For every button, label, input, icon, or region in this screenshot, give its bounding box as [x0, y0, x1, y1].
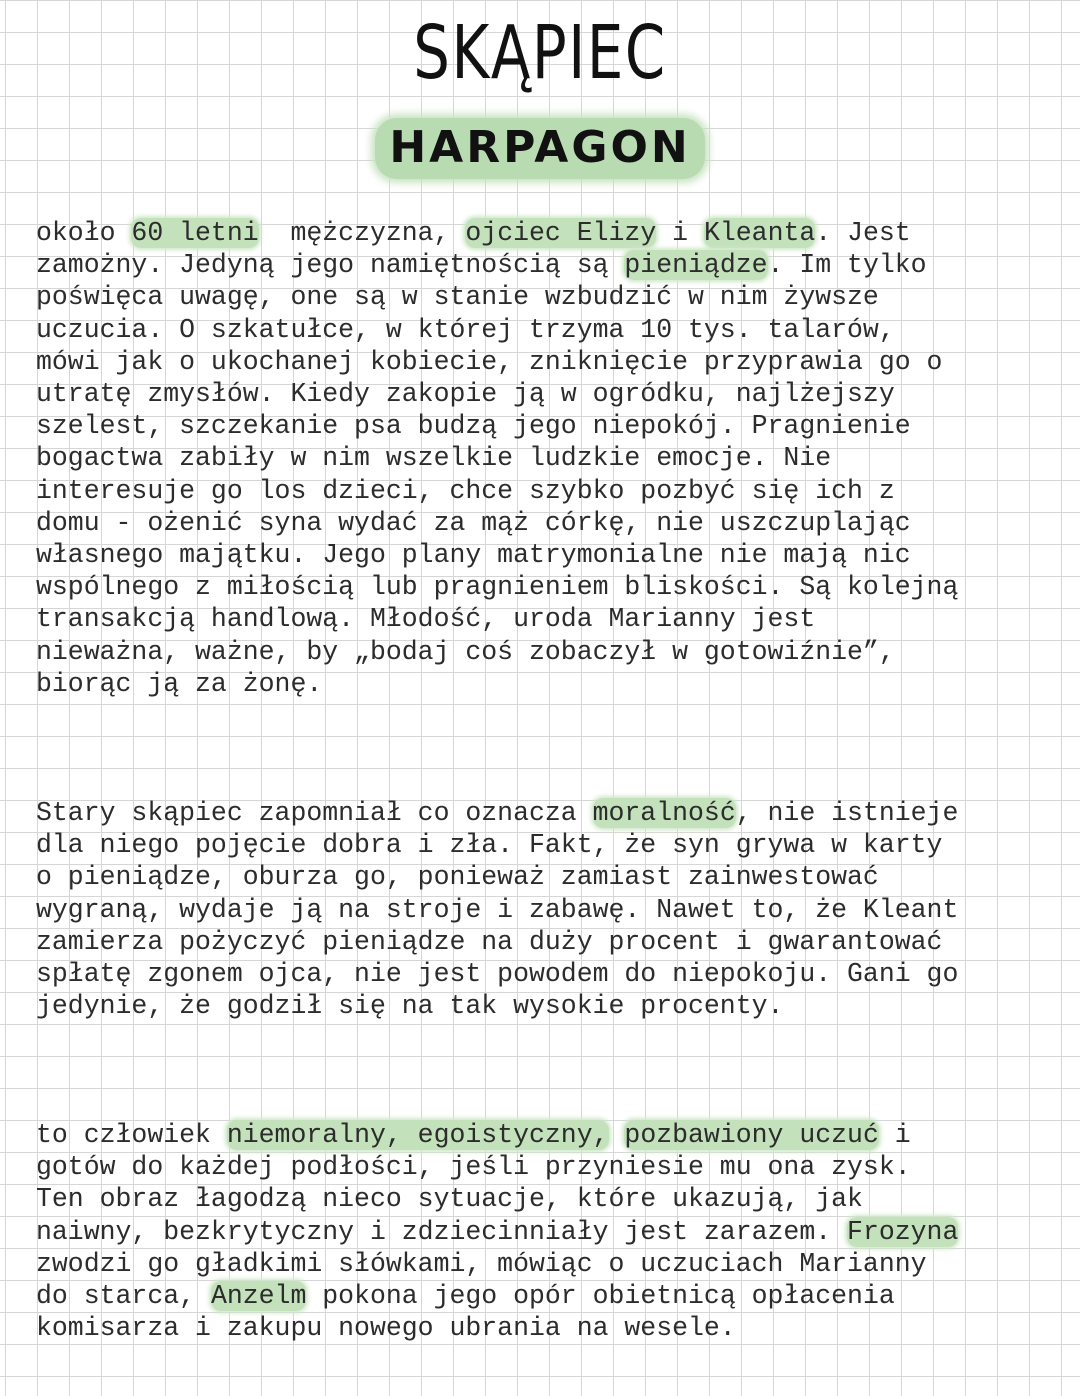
- text-segment: do starca,: [36, 1281, 211, 1312]
- text-segment: gotów do każdej podłości, jeśli przyniesie mu ona zysk.: [36, 1152, 911, 1183]
- text-segment: mężczyzna,: [258, 218, 466, 248]
- highlighted-term: niemoralny, egoistyczny,: [226, 1120, 609, 1150]
- text-line: [36, 442, 1046, 474]
- text-line: [36, 314, 1046, 346]
- text-line: [36, 507, 1046, 539]
- text-segment: mówi jak o ukochanej kobiecie, zniknięcie przyprawia go o: [36, 346, 943, 377]
- text-line: [36, 475, 1046, 507]
- text-segment: domu - ożenić syna wydać za mąż córkę, nie uszczuplając: [36, 507, 911, 538]
- text-line: [36, 1183, 1046, 1215]
- text-segment: biorąc ją za żonę.: [36, 668, 323, 699]
- text-segment: wygraną, wydaje ją na stroje i zabawę. Nawet to, że Kleant: [36, 894, 959, 925]
- paragraph-3: [36, 1119, 1046, 1344]
- text-segment: Ten obraz łagodzą nieco sytuacje, które ukazują, jak: [36, 1184, 863, 1215]
- text-segment: około: [36, 218, 132, 248]
- text-segment: komisarza i zakupu nowego ubrania na wesele.: [36, 1313, 736, 1344]
- text-segment: i: [878, 1120, 911, 1150]
- text-segment: to człowiek: [36, 1120, 227, 1150]
- text-line: [36, 797, 1046, 829]
- highlighted-term: Kleanta: [703, 218, 816, 248]
- text-segment: bogactwa zabiły w nim wszelkie ludzkie emocje. Nie: [36, 443, 832, 474]
- text-segment: nieważna, ważne, by „bodaj coś zobaczył w gotowiźnie”,: [36, 636, 895, 667]
- text-segment: . Jest: [815, 218, 911, 248]
- text-segment: o pieniądze, oburza go, ponieważ zamiast zainwestować: [36, 862, 879, 893]
- text-line: [36, 1119, 1046, 1151]
- text-segment: dla niego pojęcie dobra i zła. Fakt, że syn grywa w karty: [36, 830, 943, 861]
- text-line: [36, 958, 1046, 990]
- text-line: [36, 1248, 1046, 1280]
- text-segment: jedynie, że godził się na tak wysokie procenty.: [36, 991, 784, 1022]
- highlighted-term: Anzelm: [210, 1281, 307, 1312]
- text-line: [36, 346, 1046, 378]
- text-line: [36, 894, 1046, 926]
- text-segment: szelest, szczekanie psa budzą jego niepokój. Pragnienie: [36, 411, 911, 442]
- text-segment: własnego majątku. Jego plany matrymonialne nie mają nic: [36, 540, 911, 571]
- highlighted-term: pieniądze: [624, 250, 768, 281]
- paragraph-2: [36, 797, 1046, 1022]
- text-line: [36, 926, 1046, 958]
- text-segment: naiwny, bezkrytyczny i zdziecinniały jest zarazem.: [36, 1216, 848, 1247]
- text-line: [36, 378, 1046, 410]
- text-segment: transakcją handlową. Młodość, uroda Marianny jest: [36, 604, 816, 635]
- subtitle-wrap: [0, 118, 1080, 179]
- paragraph-1: [36, 217, 1046, 700]
- text-line: [36, 410, 1046, 442]
- text-line: [36, 1216, 1046, 1248]
- text-line: [36, 668, 1046, 700]
- highlighted-term: 60 letni: [131, 218, 259, 248]
- page-subtitle: HARPAGON: [375, 118, 704, 179]
- text-segment: wspólnego z miłością lub pragnieniem bliskości. Są kolejną: [36, 572, 959, 603]
- text-line: [36, 571, 1046, 603]
- text-segment: zwodzi go gładkimi słówkami, mówiąc o uczuciach Marianny: [36, 1248, 927, 1279]
- text-segment: Stary skąpiec zapomniał co oznacza: [36, 798, 593, 828]
- text-segment: uczucia. O szkatułce, w której trzyma 10 tys. talarów,: [36, 314, 895, 345]
- text-segment: interesuje go los dzieci, chce szybko pozbyć się ich z: [36, 475, 895, 506]
- text-line: [36, 861, 1046, 893]
- text-line: [36, 636, 1046, 668]
- text-segment: pokona jego opór obietnicą opłacenia: [306, 1281, 895, 1312]
- text-line: [36, 829, 1046, 861]
- text-line: [36, 990, 1046, 1022]
- text-segment: utratę zmysłów. Kiedy zakopie ją w ogródku, najlżejszy: [36, 379, 895, 410]
- text-segment: [609, 1120, 625, 1150]
- highlighted-term: pozbawiony uczuć: [624, 1120, 879, 1150]
- highlighted-term: moralność: [592, 798, 736, 828]
- text-segment: i: [656, 218, 704, 248]
- text-line: [36, 539, 1046, 571]
- text-line: [36, 1280, 1046, 1312]
- text-line: [36, 249, 1046, 281]
- page-title: SKĄPIEC: [413, 10, 667, 96]
- text-line: [36, 1151, 1046, 1183]
- highlighted-term: Frozyna: [847, 1216, 959, 1247]
- text-segment: . Im tylko: [767, 250, 927, 281]
- text-line: [36, 603, 1046, 635]
- highlighted-term: ojciec Elizy: [465, 218, 657, 248]
- text-segment: spłatę zgonem ojca, nie jest powodem do niepokoju. Gani go: [36, 959, 959, 990]
- text-line: [36, 217, 1046, 249]
- text-segment: , nie istnieje: [735, 798, 959, 828]
- text-line: [36, 1312, 1046, 1344]
- text-line: [36, 281, 1046, 313]
- text-segment: zamierza pożyczyć pieniądze na duży procent i gwarantować: [36, 926, 943, 957]
- text-segment: zamożny. Jedyną jego namiętnością są: [36, 250, 625, 281]
- text-segment: poświęca uwagę, one są w stanie wzbudzić w nim żywsze: [36, 282, 879, 313]
